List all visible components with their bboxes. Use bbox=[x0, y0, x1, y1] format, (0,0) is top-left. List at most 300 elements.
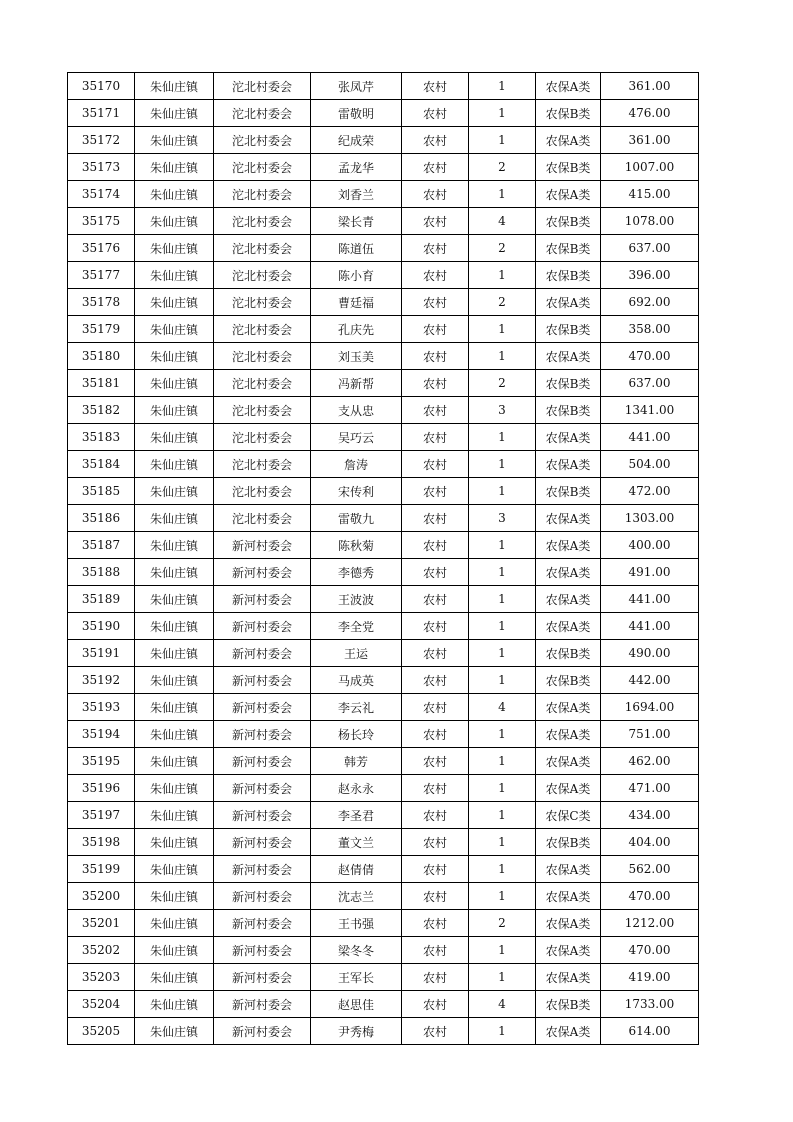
household-count-cell: 1 bbox=[469, 883, 536, 910]
name-cell: 韩芳 bbox=[311, 748, 402, 775]
town-cell: 朱仙庄镇 bbox=[135, 532, 214, 559]
category-cell: 农保A类 bbox=[536, 613, 601, 640]
amount-cell: 396.00 bbox=[601, 262, 699, 289]
data-table bbox=[67, 72, 699, 1045]
table-row bbox=[68, 73, 699, 100]
area-type-cell: 农村 bbox=[402, 721, 469, 748]
village-committee-cell: 新河村委会 bbox=[214, 667, 311, 694]
area-type-cell: 农村 bbox=[402, 316, 469, 343]
village-committee-cell: 沱北村委会 bbox=[214, 397, 311, 424]
category-cell: 农保A类 bbox=[536, 910, 601, 937]
area-type-cell: 农村 bbox=[402, 694, 469, 721]
name-cell: 曹廷福 bbox=[311, 289, 402, 316]
table-row bbox=[68, 802, 699, 829]
village-committee-cell: 新河村委会 bbox=[214, 694, 311, 721]
village-committee-cell: 新河村委会 bbox=[214, 721, 311, 748]
town-cell: 朱仙庄镇 bbox=[135, 721, 214, 748]
name-cell: 雷敬明 bbox=[311, 100, 402, 127]
village-committee-cell: 沱北村委会 bbox=[214, 316, 311, 343]
area-type-cell: 农村 bbox=[402, 856, 469, 883]
amount-cell: 1694.00 bbox=[601, 694, 699, 721]
table-row bbox=[68, 883, 699, 910]
town-cell: 朱仙庄镇 bbox=[135, 154, 214, 181]
amount-cell: 358.00 bbox=[601, 316, 699, 343]
area-type-cell: 农村 bbox=[402, 181, 469, 208]
record-number-cell: 35195 bbox=[68, 748, 135, 775]
category-cell: 农保B类 bbox=[536, 667, 601, 694]
name-cell: 尹秀梅 bbox=[311, 1018, 402, 1045]
table-row bbox=[68, 235, 699, 262]
name-cell: 赵永永 bbox=[311, 775, 402, 802]
record-number-cell: 35182 bbox=[68, 397, 135, 424]
category-cell: 农保A类 bbox=[536, 721, 601, 748]
household-count-cell: 1 bbox=[469, 856, 536, 883]
town-cell: 朱仙庄镇 bbox=[135, 667, 214, 694]
record-number-cell: 35200 bbox=[68, 883, 135, 910]
household-count-cell: 1 bbox=[469, 181, 536, 208]
record-number-cell: 35205 bbox=[68, 1018, 135, 1045]
category-cell: 农保A类 bbox=[536, 1018, 601, 1045]
table-row bbox=[68, 154, 699, 181]
table-row bbox=[68, 478, 699, 505]
name-cell: 李全党 bbox=[311, 613, 402, 640]
town-cell: 朱仙庄镇 bbox=[135, 937, 214, 964]
record-number-cell: 35198 bbox=[68, 829, 135, 856]
table-row bbox=[68, 1018, 699, 1045]
amount-cell: 441.00 bbox=[601, 613, 699, 640]
table-row bbox=[68, 721, 699, 748]
category-cell: 农保A类 bbox=[536, 127, 601, 154]
table-row bbox=[68, 505, 699, 532]
area-type-cell: 农村 bbox=[402, 235, 469, 262]
record-number-cell: 35171 bbox=[68, 100, 135, 127]
name-cell: 陈小育 bbox=[311, 262, 402, 289]
name-cell: 支从忠 bbox=[311, 397, 402, 424]
village-committee-cell: 新河村委会 bbox=[214, 883, 311, 910]
table-row bbox=[68, 397, 699, 424]
category-cell: 农保B类 bbox=[536, 208, 601, 235]
category-cell: 农保A类 bbox=[536, 748, 601, 775]
household-count-cell: 2 bbox=[469, 235, 536, 262]
record-number-cell: 35170 bbox=[68, 73, 135, 100]
household-count-cell: 3 bbox=[469, 397, 536, 424]
amount-cell: 404.00 bbox=[601, 829, 699, 856]
area-type-cell: 农村 bbox=[402, 613, 469, 640]
village-committee-cell: 沱北村委会 bbox=[214, 208, 311, 235]
amount-cell: 419.00 bbox=[601, 964, 699, 991]
record-number-cell: 35176 bbox=[68, 235, 135, 262]
name-cell: 董文兰 bbox=[311, 829, 402, 856]
table-row bbox=[68, 559, 699, 586]
town-cell: 朱仙庄镇 bbox=[135, 370, 214, 397]
name-cell: 雷敬九 bbox=[311, 505, 402, 532]
amount-cell: 751.00 bbox=[601, 721, 699, 748]
table-row bbox=[68, 640, 699, 667]
village-committee-cell: 新河村委会 bbox=[214, 775, 311, 802]
area-type-cell: 农村 bbox=[402, 73, 469, 100]
record-number-cell: 35174 bbox=[68, 181, 135, 208]
household-count-cell: 4 bbox=[469, 208, 536, 235]
record-number-cell: 35187 bbox=[68, 532, 135, 559]
town-cell: 朱仙庄镇 bbox=[135, 613, 214, 640]
name-cell: 杨长玲 bbox=[311, 721, 402, 748]
town-cell: 朱仙庄镇 bbox=[135, 100, 214, 127]
name-cell: 王波波 bbox=[311, 586, 402, 613]
household-count-cell: 2 bbox=[469, 370, 536, 397]
town-cell: 朱仙庄镇 bbox=[135, 235, 214, 262]
village-committee-cell: 沱北村委会 bbox=[214, 73, 311, 100]
category-cell: 农保A类 bbox=[536, 289, 601, 316]
area-type-cell: 农村 bbox=[402, 559, 469, 586]
amount-cell: 491.00 bbox=[601, 559, 699, 586]
table-row bbox=[68, 208, 699, 235]
area-type-cell: 农村 bbox=[402, 262, 469, 289]
village-committee-cell: 沱北村委会 bbox=[214, 127, 311, 154]
category-cell: 农保B类 bbox=[536, 397, 601, 424]
area-type-cell: 农村 bbox=[402, 964, 469, 991]
amount-cell: 637.00 bbox=[601, 370, 699, 397]
name-cell: 张凤芹 bbox=[311, 73, 402, 100]
category-cell: 农保A类 bbox=[536, 73, 601, 100]
area-type-cell: 农村 bbox=[402, 748, 469, 775]
amount-cell: 1303.00 bbox=[601, 505, 699, 532]
table-row bbox=[68, 829, 699, 856]
amount-cell: 361.00 bbox=[601, 127, 699, 154]
town-cell: 朱仙庄镇 bbox=[135, 559, 214, 586]
category-cell: 农保A类 bbox=[536, 883, 601, 910]
table-row bbox=[68, 100, 699, 127]
household-count-cell: 1 bbox=[469, 1018, 536, 1045]
amount-cell: 1078.00 bbox=[601, 208, 699, 235]
record-number-cell: 35190 bbox=[68, 613, 135, 640]
record-number-cell: 35191 bbox=[68, 640, 135, 667]
area-type-cell: 农村 bbox=[402, 208, 469, 235]
area-type-cell: 农村 bbox=[402, 127, 469, 154]
village-committee-cell: 沱北村委会 bbox=[214, 181, 311, 208]
area-type-cell: 农村 bbox=[402, 532, 469, 559]
village-committee-cell: 沱北村委会 bbox=[214, 478, 311, 505]
category-cell: 农保C类 bbox=[536, 802, 601, 829]
town-cell: 朱仙庄镇 bbox=[135, 478, 214, 505]
household-count-cell: 1 bbox=[469, 802, 536, 829]
town-cell: 朱仙庄镇 bbox=[135, 910, 214, 937]
area-type-cell: 农村 bbox=[402, 370, 469, 397]
table-row bbox=[68, 370, 699, 397]
household-count-cell: 1 bbox=[469, 73, 536, 100]
category-cell: 农保B类 bbox=[536, 640, 601, 667]
town-cell: 朱仙庄镇 bbox=[135, 451, 214, 478]
village-committee-cell: 新河村委会 bbox=[214, 1018, 311, 1045]
name-cell: 纪成荣 bbox=[311, 127, 402, 154]
area-type-cell: 农村 bbox=[402, 478, 469, 505]
name-cell: 宋传利 bbox=[311, 478, 402, 505]
area-type-cell: 农村 bbox=[402, 937, 469, 964]
name-cell: 刘玉美 bbox=[311, 343, 402, 370]
category-cell: 农保A类 bbox=[536, 424, 601, 451]
table-row bbox=[68, 667, 699, 694]
village-committee-cell: 新河村委会 bbox=[214, 856, 311, 883]
town-cell: 朱仙庄镇 bbox=[135, 424, 214, 451]
household-count-cell: 1 bbox=[469, 424, 536, 451]
name-cell: 刘香兰 bbox=[311, 181, 402, 208]
record-number-cell: 35180 bbox=[68, 343, 135, 370]
household-count-cell: 1 bbox=[469, 343, 536, 370]
village-committee-cell: 新河村委会 bbox=[214, 559, 311, 586]
town-cell: 朱仙庄镇 bbox=[135, 586, 214, 613]
village-committee-cell: 新河村委会 bbox=[214, 802, 311, 829]
amount-cell: 471.00 bbox=[601, 775, 699, 802]
category-cell: 农保B类 bbox=[536, 370, 601, 397]
village-committee-cell: 沱北村委会 bbox=[214, 100, 311, 127]
amount-cell: 361.00 bbox=[601, 73, 699, 100]
name-cell: 冯新帮 bbox=[311, 370, 402, 397]
town-cell: 朱仙庄镇 bbox=[135, 127, 214, 154]
village-committee-cell: 新河村委会 bbox=[214, 532, 311, 559]
category-cell: 农保B类 bbox=[536, 100, 601, 127]
name-cell: 李德秀 bbox=[311, 559, 402, 586]
household-count-cell: 1 bbox=[469, 829, 536, 856]
area-type-cell: 农村 bbox=[402, 775, 469, 802]
name-cell: 吴巧云 bbox=[311, 424, 402, 451]
town-cell: 朱仙庄镇 bbox=[135, 829, 214, 856]
village-committee-cell: 新河村委会 bbox=[214, 991, 311, 1018]
amount-cell: 462.00 bbox=[601, 748, 699, 775]
category-cell: 农保B类 bbox=[536, 829, 601, 856]
amount-cell: 614.00 bbox=[601, 1018, 699, 1045]
town-cell: 朱仙庄镇 bbox=[135, 964, 214, 991]
household-count-cell: 1 bbox=[469, 100, 536, 127]
area-type-cell: 农村 bbox=[402, 505, 469, 532]
category-cell: 农保B类 bbox=[536, 478, 601, 505]
table-row bbox=[68, 937, 699, 964]
record-number-cell: 35199 bbox=[68, 856, 135, 883]
household-count-cell: 2 bbox=[469, 154, 536, 181]
area-type-cell: 农村 bbox=[402, 667, 469, 694]
village-committee-cell: 沱北村委会 bbox=[214, 262, 311, 289]
town-cell: 朱仙庄镇 bbox=[135, 505, 214, 532]
name-cell: 赵思佳 bbox=[311, 991, 402, 1018]
record-number-cell: 35184 bbox=[68, 451, 135, 478]
name-cell: 孟龙华 bbox=[311, 154, 402, 181]
household-count-cell: 1 bbox=[469, 721, 536, 748]
household-count-cell: 1 bbox=[469, 748, 536, 775]
record-number-cell: 35192 bbox=[68, 667, 135, 694]
village-committee-cell: 新河村委会 bbox=[214, 613, 311, 640]
table-row bbox=[68, 181, 699, 208]
amount-cell: 637.00 bbox=[601, 235, 699, 262]
name-cell: 马成英 bbox=[311, 667, 402, 694]
record-number-cell: 35193 bbox=[68, 694, 135, 721]
category-cell: 农保A类 bbox=[536, 964, 601, 991]
amount-cell: 442.00 bbox=[601, 667, 699, 694]
category-cell: 农保B类 bbox=[536, 991, 601, 1018]
table-row bbox=[68, 910, 699, 937]
area-type-cell: 农村 bbox=[402, 1018, 469, 1045]
area-type-cell: 农村 bbox=[402, 802, 469, 829]
amount-cell: 470.00 bbox=[601, 343, 699, 370]
household-count-cell: 1 bbox=[469, 127, 536, 154]
name-cell: 沈志兰 bbox=[311, 883, 402, 910]
town-cell: 朱仙庄镇 bbox=[135, 316, 214, 343]
amount-cell: 490.00 bbox=[601, 640, 699, 667]
town-cell: 朱仙庄镇 bbox=[135, 208, 214, 235]
table-row bbox=[68, 694, 699, 721]
table-row bbox=[68, 262, 699, 289]
amount-cell: 1341.00 bbox=[601, 397, 699, 424]
household-count-cell: 1 bbox=[469, 937, 536, 964]
name-cell: 梁长青 bbox=[311, 208, 402, 235]
name-cell: 赵倩倩 bbox=[311, 856, 402, 883]
table-row bbox=[68, 775, 699, 802]
record-number-cell: 35202 bbox=[68, 937, 135, 964]
name-cell: 王运 bbox=[311, 640, 402, 667]
record-number-cell: 35172 bbox=[68, 127, 135, 154]
category-cell: 农保A类 bbox=[536, 694, 601, 721]
amount-cell: 692.00 bbox=[601, 289, 699, 316]
name-cell: 孔庆先 bbox=[311, 316, 402, 343]
document-page bbox=[67, 72, 699, 1045]
village-committee-cell: 新河村委会 bbox=[214, 829, 311, 856]
area-type-cell: 农村 bbox=[402, 991, 469, 1018]
amount-cell: 441.00 bbox=[601, 586, 699, 613]
category-cell: 农保A类 bbox=[536, 451, 601, 478]
table-row bbox=[68, 127, 699, 154]
household-count-cell: 1 bbox=[469, 478, 536, 505]
record-number-cell: 35204 bbox=[68, 991, 135, 1018]
village-committee-cell: 沱北村委会 bbox=[214, 289, 311, 316]
category-cell: 农保B类 bbox=[536, 262, 601, 289]
town-cell: 朱仙庄镇 bbox=[135, 397, 214, 424]
household-count-cell: 2 bbox=[469, 910, 536, 937]
category-cell: 农保A类 bbox=[536, 532, 601, 559]
town-cell: 朱仙庄镇 bbox=[135, 748, 214, 775]
town-cell: 朱仙庄镇 bbox=[135, 262, 214, 289]
household-count-cell: 1 bbox=[469, 451, 536, 478]
table-row bbox=[68, 424, 699, 451]
table-body bbox=[68, 73, 699, 1045]
record-number-cell: 35196 bbox=[68, 775, 135, 802]
record-number-cell: 35186 bbox=[68, 505, 135, 532]
household-count-cell: 1 bbox=[469, 667, 536, 694]
village-committee-cell: 沱北村委会 bbox=[214, 505, 311, 532]
category-cell: 农保A类 bbox=[536, 559, 601, 586]
category-cell: 农保A类 bbox=[536, 181, 601, 208]
area-type-cell: 农村 bbox=[402, 397, 469, 424]
village-committee-cell: 沱北村委会 bbox=[214, 235, 311, 262]
amount-cell: 472.00 bbox=[601, 478, 699, 505]
category-cell: 农保A类 bbox=[536, 343, 601, 370]
record-number-cell: 35175 bbox=[68, 208, 135, 235]
record-number-cell: 35201 bbox=[68, 910, 135, 937]
record-number-cell: 35173 bbox=[68, 154, 135, 181]
household-count-cell: 1 bbox=[469, 775, 536, 802]
household-count-cell: 1 bbox=[469, 586, 536, 613]
category-cell: 农保A类 bbox=[536, 856, 601, 883]
area-type-cell: 农村 bbox=[402, 883, 469, 910]
village-committee-cell: 新河村委会 bbox=[214, 640, 311, 667]
record-number-cell: 35177 bbox=[68, 262, 135, 289]
amount-cell: 476.00 bbox=[601, 100, 699, 127]
table-row bbox=[68, 856, 699, 883]
amount-cell: 400.00 bbox=[601, 532, 699, 559]
name-cell: 李圣君 bbox=[311, 802, 402, 829]
record-number-cell: 35194 bbox=[68, 721, 135, 748]
household-count-cell: 2 bbox=[469, 289, 536, 316]
name-cell: 陈道伍 bbox=[311, 235, 402, 262]
village-committee-cell: 沱北村委会 bbox=[214, 343, 311, 370]
table-row bbox=[68, 451, 699, 478]
amount-cell: 1007.00 bbox=[601, 154, 699, 181]
table-row bbox=[68, 586, 699, 613]
table-row bbox=[68, 343, 699, 370]
town-cell: 朱仙庄镇 bbox=[135, 856, 214, 883]
village-committee-cell: 新河村委会 bbox=[214, 910, 311, 937]
town-cell: 朱仙庄镇 bbox=[135, 640, 214, 667]
category-cell: 农保A类 bbox=[536, 937, 601, 964]
category-cell: 农保A类 bbox=[536, 586, 601, 613]
table-row bbox=[68, 991, 699, 1018]
amount-cell: 470.00 bbox=[601, 883, 699, 910]
town-cell: 朱仙庄镇 bbox=[135, 694, 214, 721]
name-cell: 陈秋菊 bbox=[311, 532, 402, 559]
village-committee-cell: 新河村委会 bbox=[214, 586, 311, 613]
record-number-cell: 35185 bbox=[68, 478, 135, 505]
category-cell: 农保A类 bbox=[536, 505, 601, 532]
amount-cell: 434.00 bbox=[601, 802, 699, 829]
category-cell: 农保B类 bbox=[536, 316, 601, 343]
amount-cell: 1733.00 bbox=[601, 991, 699, 1018]
village-committee-cell: 沱北村委会 bbox=[214, 424, 311, 451]
town-cell: 朱仙庄镇 bbox=[135, 289, 214, 316]
record-number-cell: 35179 bbox=[68, 316, 135, 343]
record-number-cell: 35203 bbox=[68, 964, 135, 991]
table-row bbox=[68, 964, 699, 991]
amount-cell: 1212.00 bbox=[601, 910, 699, 937]
village-committee-cell: 新河村委会 bbox=[214, 964, 311, 991]
record-number-cell: 35183 bbox=[68, 424, 135, 451]
amount-cell: 470.00 bbox=[601, 937, 699, 964]
amount-cell: 441.00 bbox=[601, 424, 699, 451]
town-cell: 朱仙庄镇 bbox=[135, 73, 214, 100]
area-type-cell: 农村 bbox=[402, 154, 469, 181]
town-cell: 朱仙庄镇 bbox=[135, 802, 214, 829]
village-committee-cell: 沱北村委会 bbox=[214, 154, 311, 181]
household-count-cell: 1 bbox=[469, 532, 536, 559]
record-number-cell: 35188 bbox=[68, 559, 135, 586]
household-count-cell: 1 bbox=[469, 964, 536, 991]
category-cell: 农保B类 bbox=[536, 154, 601, 181]
household-count-cell: 1 bbox=[469, 262, 536, 289]
town-cell: 朱仙庄镇 bbox=[135, 343, 214, 370]
area-type-cell: 农村 bbox=[402, 100, 469, 127]
table-row bbox=[68, 532, 699, 559]
town-cell: 朱仙庄镇 bbox=[135, 883, 214, 910]
household-count-cell: 1 bbox=[469, 613, 536, 640]
household-count-cell: 3 bbox=[469, 505, 536, 532]
area-type-cell: 农村 bbox=[402, 289, 469, 316]
household-count-cell: 4 bbox=[469, 991, 536, 1018]
area-type-cell: 农村 bbox=[402, 640, 469, 667]
town-cell: 朱仙庄镇 bbox=[135, 1018, 214, 1045]
household-count-cell: 4 bbox=[469, 694, 536, 721]
village-committee-cell: 沱北村委会 bbox=[214, 370, 311, 397]
table-row bbox=[68, 289, 699, 316]
household-count-cell: 1 bbox=[469, 316, 536, 343]
table-row bbox=[68, 316, 699, 343]
town-cell: 朱仙庄镇 bbox=[135, 775, 214, 802]
name-cell: 李云礼 bbox=[311, 694, 402, 721]
area-type-cell: 农村 bbox=[402, 451, 469, 478]
